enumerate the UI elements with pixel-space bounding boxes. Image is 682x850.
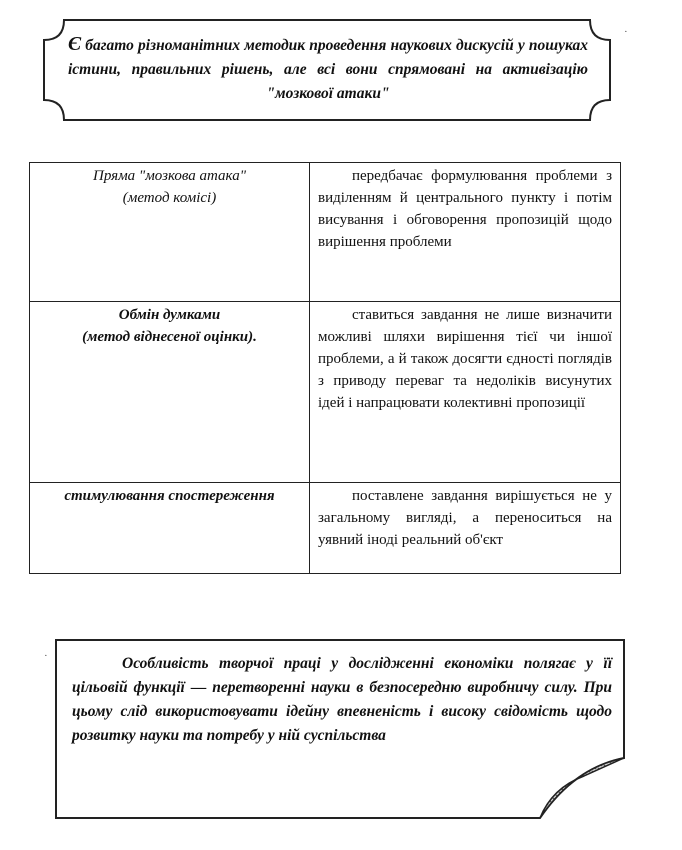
method-subtitle: (метод віднесеної оцінки). [82,329,257,345]
banner-body: багато різноманітних методик проведення наукових дискусій у пошуках істини, правильних рішень, але всі вони спрямовані на активізацію "мозкової атаки" [68,37,589,102]
scan-speck: · [624,26,628,38]
bottom-note [54,638,626,820]
top-banner [42,18,612,122]
method-cell [30,163,310,302]
table-row [30,163,621,302]
scan-speck: · [44,650,48,662]
methods-table [29,162,621,574]
table-row [30,483,621,574]
description-cell: передбачає формулювання проблеми з виділенням й центрального пункту і потім висування і обговорення пропозицій щодо вирішення проблеми [310,163,621,302]
banner-text [68,32,588,106]
method-cell [30,483,310,574]
note-text: Особливість творчої праці у дослідженні економіки полягає у її цільовій функції — перетворенні науки в безпосередню виробничу силу. При цьому слід використовувати ідейну впевненість і високу свідомість щодо розвитку науки та потребу у ній суспільства [72,655,612,744]
method-name: Обмін думками [118,307,221,323]
description-cell: ставиться завдання не лише визначити можливі шляхи вирішення тієї чи іншої проблеми, а й також досягти єдності поглядів з приводу переваг та недоліків висунутих ідей і напрацювати колективні пропозиції [310,302,621,483]
description-cell: поставлене завдання вирішується не у загальному вигляді, а переноситься на уявний іноді реальний об'єкт [310,483,621,574]
method-subtitle: (метод комісі) [122,190,217,206]
table-row [30,302,621,483]
method-name: Пряма "мозкова атака" [92,168,247,184]
method-cell [30,302,310,483]
banner-initial: Є [68,33,82,55]
method-name: стимулювання спостереження [64,488,275,504]
